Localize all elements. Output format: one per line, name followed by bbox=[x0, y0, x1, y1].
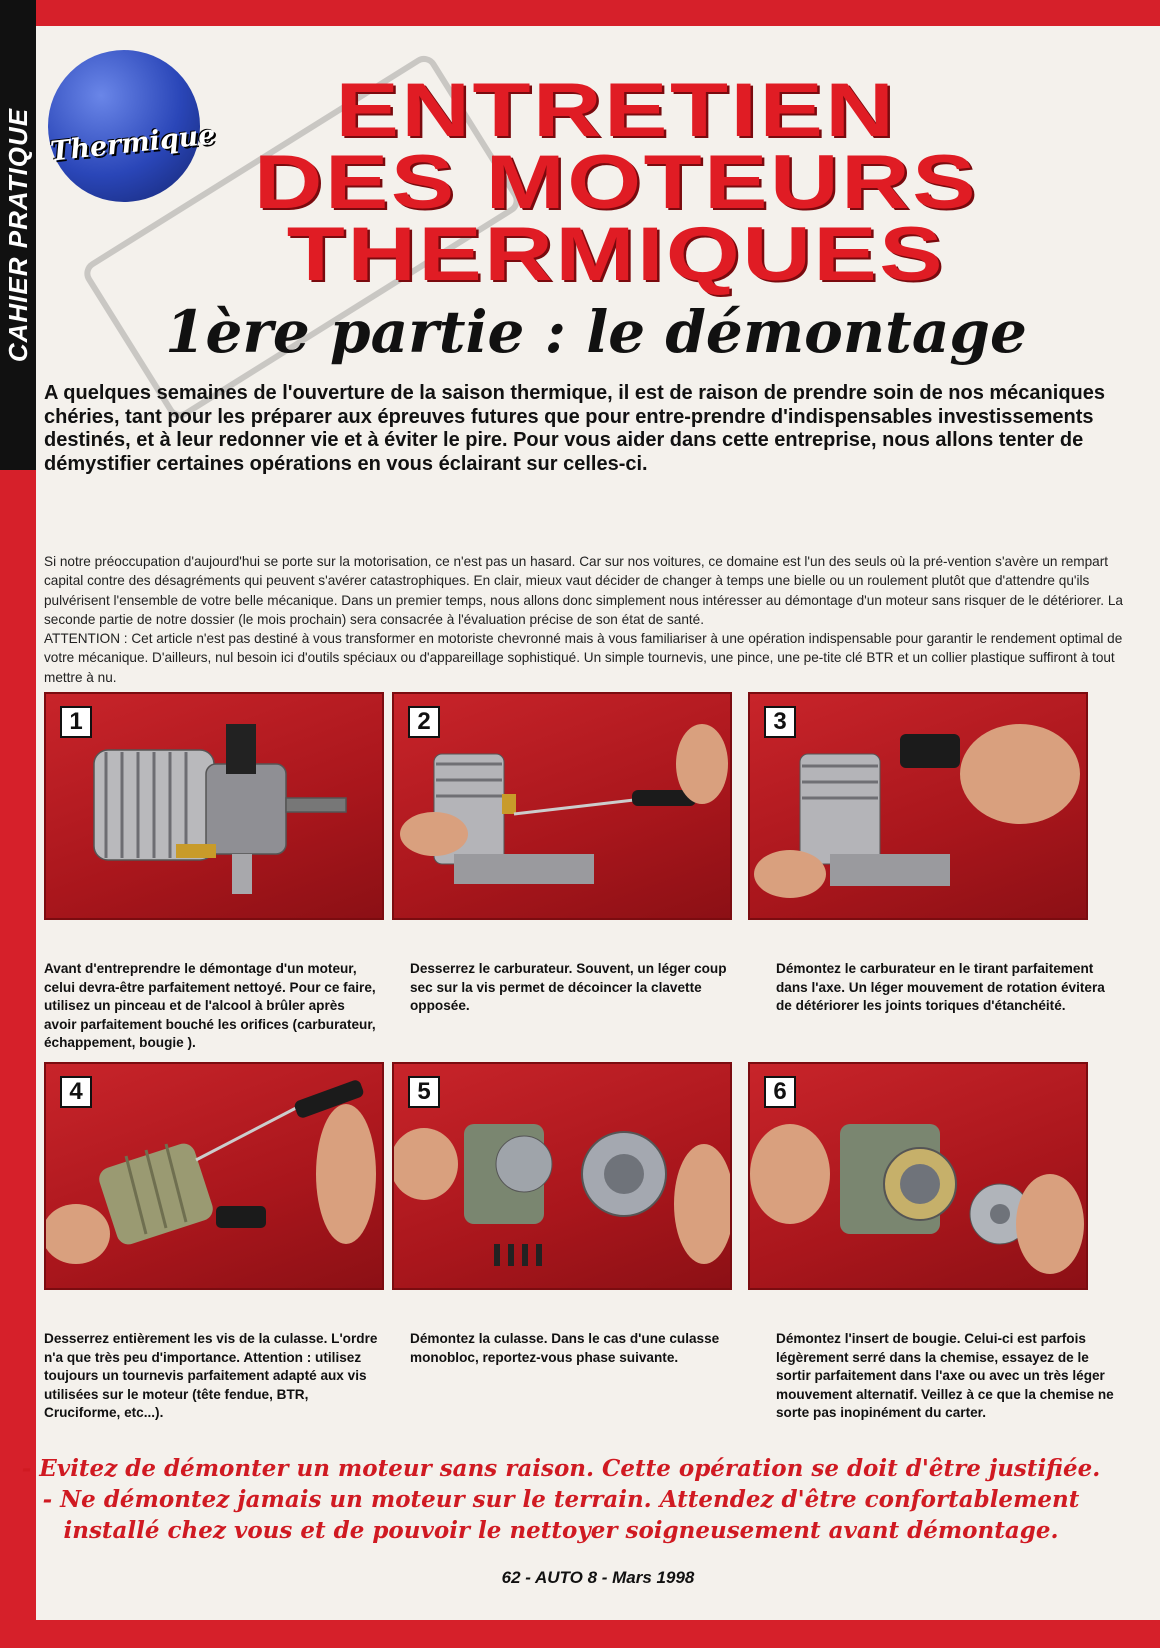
side-band bbox=[0, 0, 36, 470]
body-paragraph: Si notre préoccupation d'aujourd'hui se porte sur la motorisation, ce n'est pas un hasard. Car sur nos voitures, ce domaine est l'un des seuls où la pré-vention s'avère un rempart capital contre des désagréments qui peuvent s'avérer catastrophiques. En clair, mieux vaut décider de changer à temps une bielle ou un roulement plutôt que d'attendre qu'ils pulvérisent l'ensemble de votre belle mécanique. Dans un premier temps, nous allons donc simplement nous intéresser au démontage d'un moteur sans risquer de le détériorer. La seconde partie de notre dossier (le mois prochain) sera consacrée à l'évaluation précise de son état de santé. bbox=[44, 554, 1123, 627]
body-text bbox=[44, 552, 1126, 687]
engine-screwdriver-icon bbox=[394, 694, 730, 918]
step-caption-3: Démontez le carburateur en le tirant parfaitement dans l'axe. Un léger mouvement de rotation évitera de détériorer les joints toriques d'étanchéité. bbox=[776, 961, 1105, 1013]
step-photo-1 bbox=[44, 692, 384, 920]
step-number: 5 bbox=[408, 1076, 440, 1108]
warnings bbox=[6, 1453, 1116, 1546]
engine-icon bbox=[46, 694, 382, 918]
title-line-3: THERMIQUES bbox=[286, 212, 946, 297]
page-footer: 62 - AUTO 8 - Mars 1998 bbox=[501, 1568, 695, 1587]
step-photo-6 bbox=[748, 1062, 1088, 1290]
step-photo-4 bbox=[44, 1062, 384, 1290]
body-paragraph: ATTENTION : Cet article n'est pas destiné à vous transformer en motoriste chevronné mais à vous familiariser à une opération indispensable pour garantir le rendement optimal de votre mécanique. D'ailleurs, nul besoin ici d'outils spéciaux ou d'appareillage sophistiqué. Un simple tournevis, une pince, une pe-tite clé BTR et un collier plastique suffiront à tout mettre à nu. bbox=[44, 631, 1123, 685]
badge-label: Thermique bbox=[48, 119, 217, 168]
step-caption-2: Desserrez le carburateur. Souvent, un léger coup sec sur la vis permet de décoincer la clavette opposée. bbox=[410, 961, 727, 1013]
title-line-1: ENTRETIEN bbox=[335, 68, 897, 153]
intro-paragraph: A quelques semaines de l'ouverture de la saison thermique, il est de raison de prendre soin de nos mécaniques chéries, tant pour les préparer aux épreuves futures que pour entre-prendre d'indispensables investissements destinés, et à leur redonner vie et à éviter le pire. Pour vous aider dans cette entreprise, nous allons tenter de démystifier certaines opérations en vous éclairant sur celles-ci. bbox=[44, 382, 1105, 475]
step-caption-1: Avant d'entreprendre le démontage d'un moteur, celui devra-être parfaitement nettoyé. Pour ce faire, utilisez un pinceau et de l'alcool à brûler après avoir parfaitement bouché les orifices (carburateur, échappement, bougie ). bbox=[44, 961, 376, 1050]
top-border bbox=[0, 0, 1160, 26]
step-caption-4: Desserrez entièrement les vis de la culasse. L'ordre n'a que très peu d'importance. Attention : utilisez toujours un tournevis parfaitement adapté aux vis utilisées sur le moteur (tête fendue, BTR, Cruciforme, etc...). bbox=[44, 1331, 378, 1420]
step-number: 6 bbox=[764, 1076, 796, 1108]
step-number: 4 bbox=[60, 1076, 92, 1108]
warning-line: - Ne démontez jamais un moteur sur le terrain. Attendez d'être confortablement installé chez vous et de pouvoir le nettoyer soigneusement avant démontage. bbox=[42, 1486, 1080, 1544]
step-caption-5: Démontez la culasse. Dans le cas d'une culasse monobloc, reportez-vous phase suivante. bbox=[410, 1331, 720, 1365]
step-number: 2 bbox=[408, 706, 440, 738]
side-label: CAHIER PRATIQUE bbox=[3, 107, 33, 363]
step-number: 1 bbox=[60, 706, 92, 738]
warning-line: - Evitez de démonter un moteur sans raison. Cette opération se doit d'être justifiée. bbox=[21, 1455, 1101, 1482]
bottom-border bbox=[0, 1620, 1160, 1648]
title-line-2: DES MOTEURS bbox=[253, 140, 979, 225]
step-caption-6: Démontez l'insert de bougie. Celui-ci est parfois légèrement serré dans la chemise, essayez de le sortir parfaitement dans l'axe ou avec un très léger mouvement alternatif. Veillez à ce que la chemise ne sorte pas inopinément du carter. bbox=[776, 1331, 1114, 1420]
page bbox=[36, 26, 1160, 1620]
subtitle: 1ère partie : le démontage bbox=[165, 298, 1027, 366]
glow-plug-insert-icon bbox=[750, 1064, 1086, 1288]
step-photo-3 bbox=[748, 692, 1088, 920]
cylinder-head-removed-icon bbox=[394, 1064, 730, 1288]
step-photo-5 bbox=[392, 1062, 732, 1290]
step-photo-2 bbox=[392, 692, 732, 920]
cylinder-head-screws-icon bbox=[46, 1064, 382, 1288]
carburetor-removal-icon bbox=[750, 694, 1086, 918]
step-number: 3 bbox=[764, 706, 796, 738]
